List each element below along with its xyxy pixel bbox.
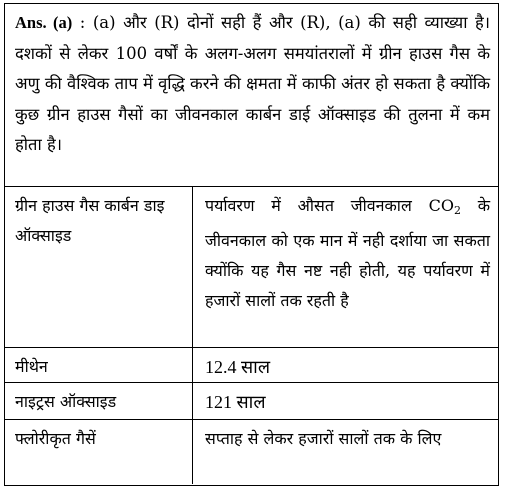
table-row-fluorinated-gases <box>5 420 498 484</box>
answer-text: : (a) और (R) दोनों सही हैं और (R), (a) की सही व्याख्या है। दशकों से लेकर 100 वर्षों के अलग-अलग समयांतरालों में ग्रीन हाउस गैस के अणु की वैश्विक ताप में वृद्धि करने की क्षमता में काफी अंतर हो सकता है क्योंकि कुछ ग्रीन हाउस गैसों का जीवनकाल कार्बन डाई ऑक्साइड की तुलना में कम होता है। <box>15 13 490 154</box>
table-row-co2 <box>5 187 498 348</box>
lifetime-cell: 121 साल <box>205 392 266 412</box>
answer-label: Ans. (a) <box>15 13 73 32</box>
gas-name-cell: फ्लोरीकृत गैसें <box>5 420 193 484</box>
lifetime-text-start: पर्यावरण में औसत जीवनकाल CO <box>205 196 454 215</box>
lifetime-cell: सप्ताह से लेकर हजारों सालों तक के लिए <box>205 429 442 448</box>
co2-subscript: 2 <box>453 204 461 217</box>
answer-table <box>4 3 499 486</box>
gas-name-cell: नाइट्रस ऑक्साइड <box>5 383 193 419</box>
lifetime-cell: 12.4 साल <box>205 357 271 377</box>
gas-name-cell: मीथेन <box>5 348 193 382</box>
table-row-methane <box>5 348 498 383</box>
lifetime-cell <box>193 187 498 347</box>
lifetime-text-end: के जीवनकाल को एक मान में नही दर्शाया जा सकता क्योंकि यह गैस नष्ट नही होती, यह पर्यावरण में हजारों सालों तक रहती है <box>205 196 491 310</box>
gas-name-cell: ग्रीन हाउस गैस कार्बन डाइ ऑक्साइड <box>5 187 193 347</box>
table-row-nitrous-oxide <box>5 383 498 420</box>
answer-explanation <box>5 4 498 187</box>
